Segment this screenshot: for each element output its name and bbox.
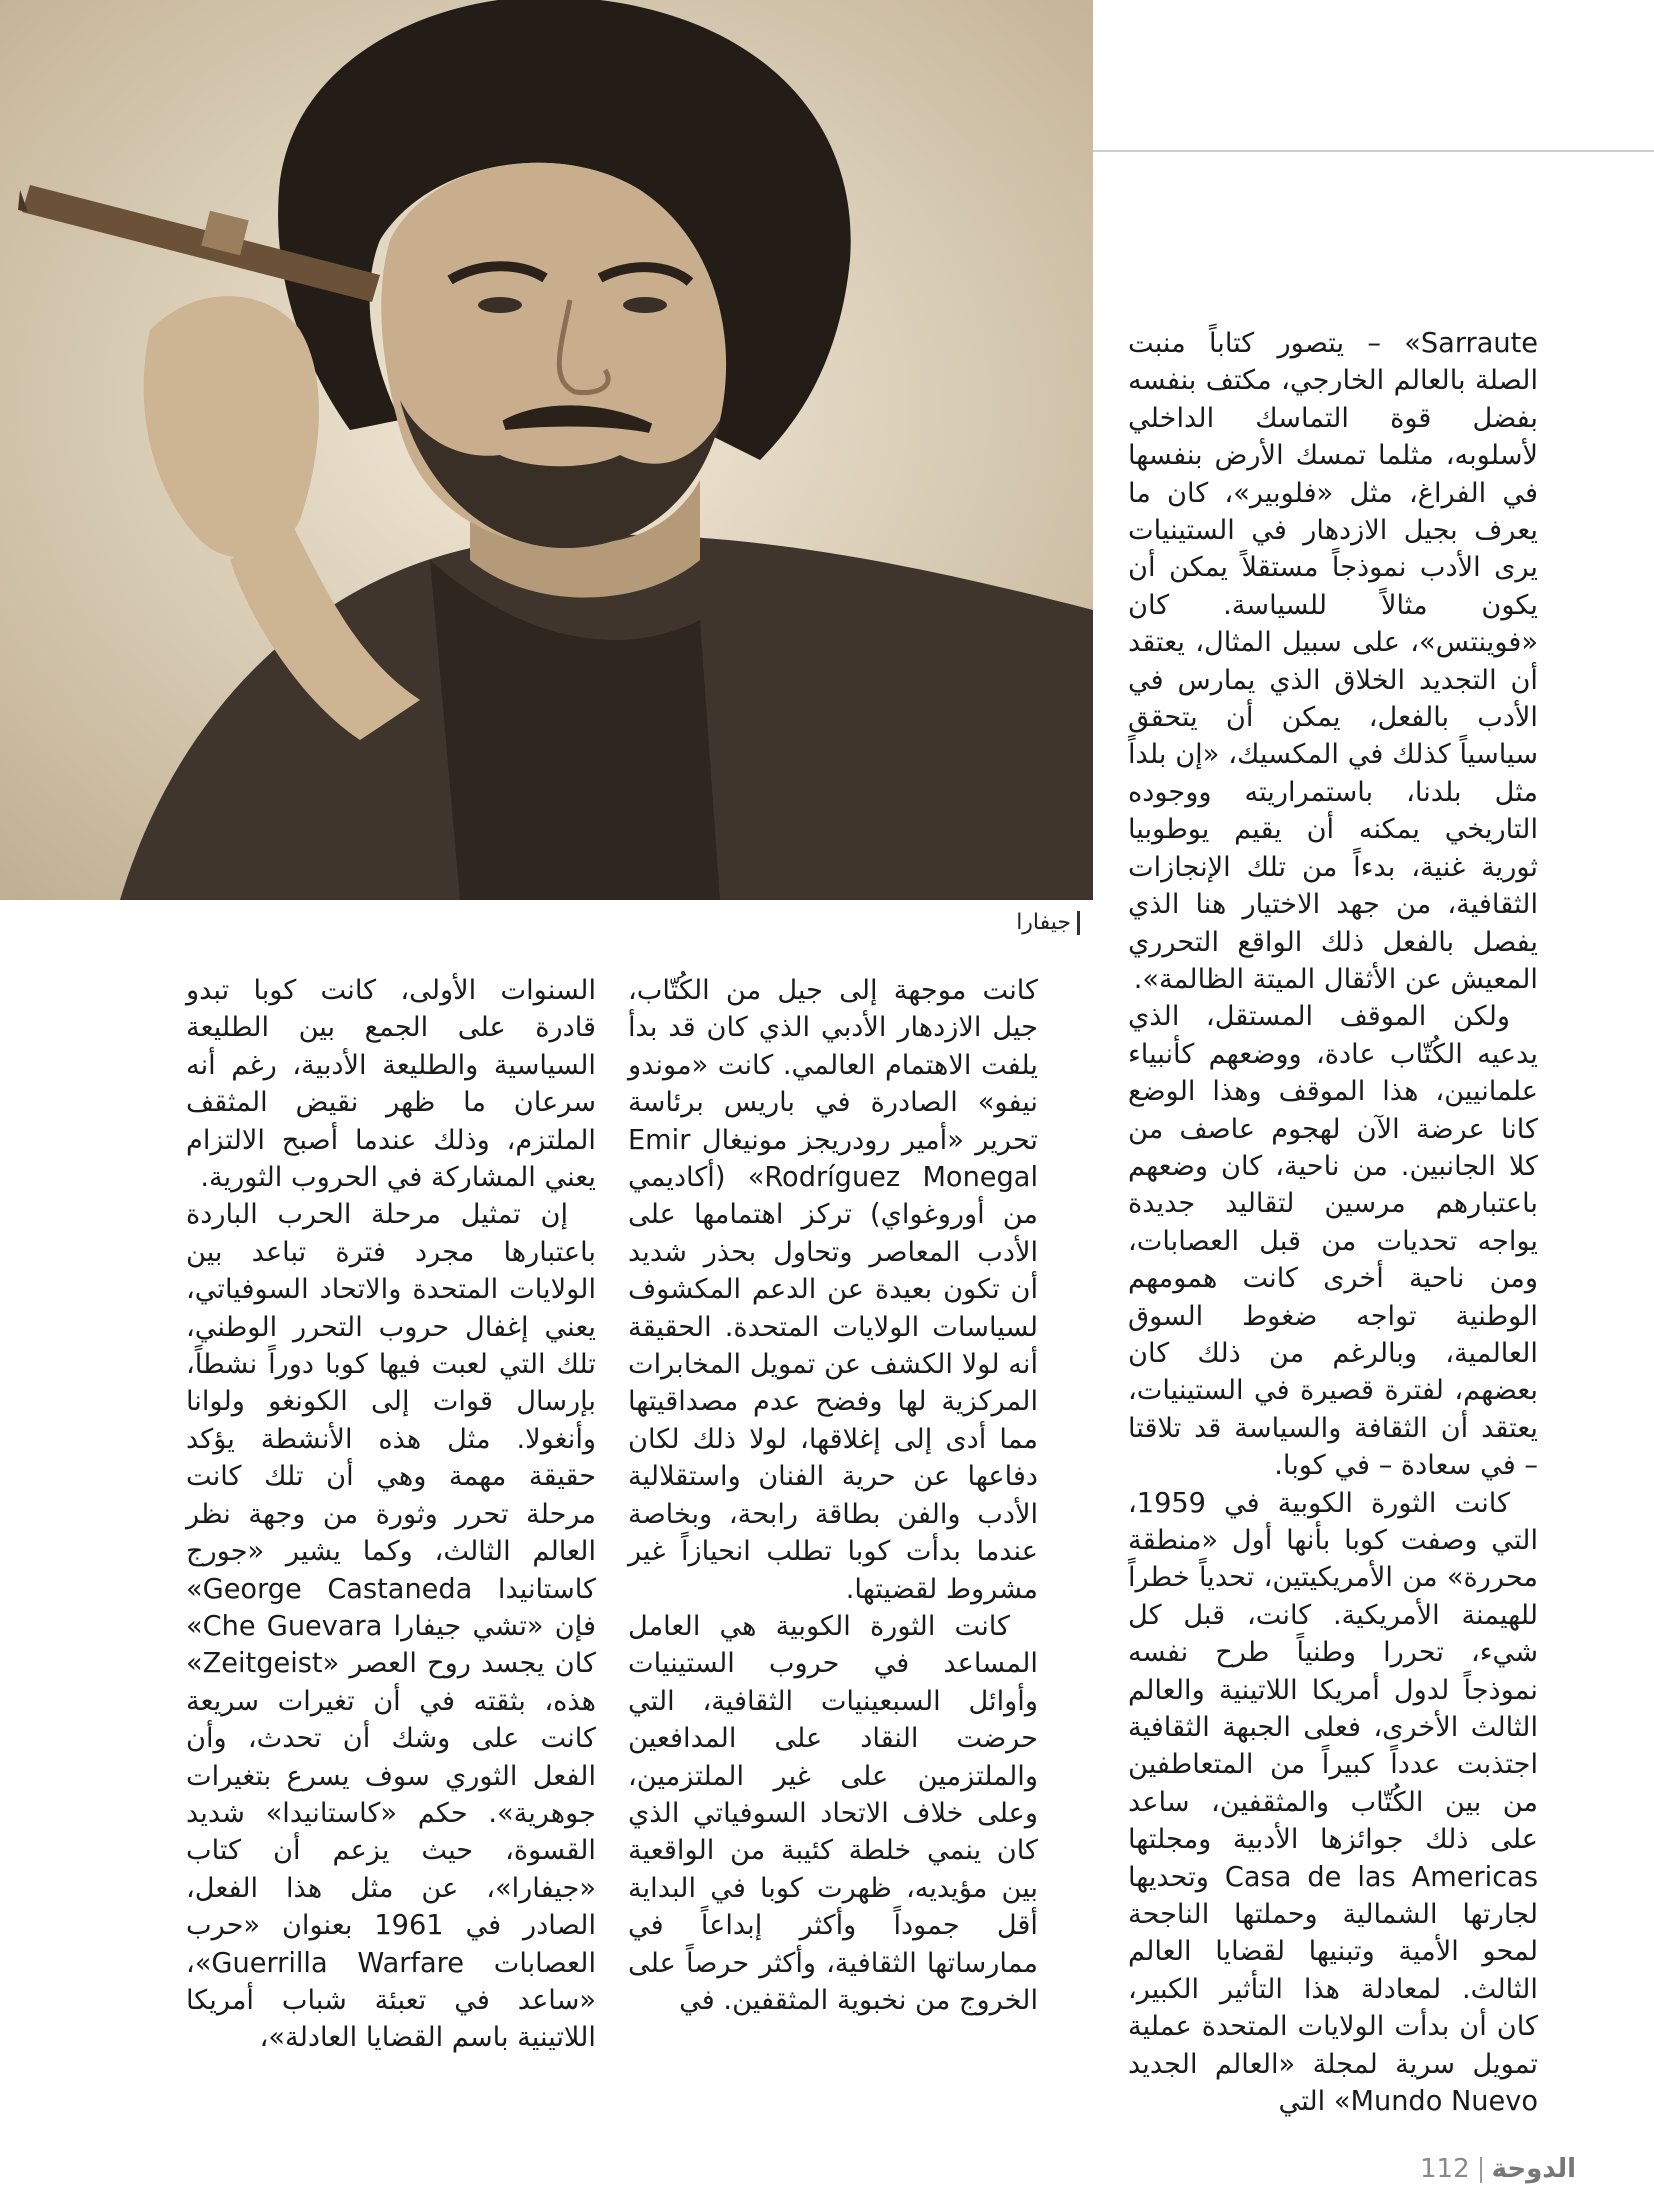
che-guevara-photo (0, 0, 1093, 900)
paragraph: كانت الثورة الكوبية في 1959، التي وصفت كوبا بأنها أول «منطقة محررة» من الأمريكيتين، تحدياً خطراً للهيمنة الأمريكية. كانت، قبل كل شيء، تحررا وطنياً طرح نفسه نموذجاً لدول أمريكا اللاتينية والعالم الثالث الأخرى، فعلى الجبهة الثقافية اجتذبت عدداً كبيراً من المتعاطفين من بين الكُتّاب والمثقفين، ساعد على ذلك جوائزها الأدبية ومجلتها Casa de las Americas وتحديها لجارتها الشمالية وحملتها الناجحة لمحو الأمية وتبنيها لقضايا العالم الثالث. لمعادلة هذا التأثير الكبير، كان أن بدأت الولايات المتحدة عملية تمويل سرية لمجلة «العالم الجديد Mundo Nuevo» التي (1128, 1487, 1538, 2118)
portrait-illustration (0, 0, 1093, 900)
paragraph: كانت موجهة إلى جيل من الكُتّاب، جيل الازدهار الأدبي الذي كان قد بدأ يلفت الاهتمام العالمي. كانت «موندو نيفو» الصادرة في باريس برئاسة تحرير «أمير رودريجز مونيغال Emir Rodríguez Monegal» (أكاديمي من أوروغواي) تركز اهتمامها على الأدب المعاصر وتحاول بحذر شديد أن تكون بعيدة عن الدعم المكشوف لسياسات الولايات المتحدة. الحقيقة أنه لولا الكشف عن تمويل المخابرات المركزية لها وفضح عدم مصداقيتها مما أدى إلى إغلاقها، لولا ذلك لكان دفاعها عن حرية الفنان واستقلالية الأدب والفن بطاقة رابحة، وبخاصة عندما بدأت كوبا تطلب انحيازاً غير مشروط لقضيتها. (628, 975, 1038, 1605)
text-column-left (186, 972, 596, 2057)
header-divider (1093, 150, 1654, 152)
photo-caption (1000, 910, 1080, 935)
text-column-middle (628, 972, 1038, 2019)
paragraph: كانت الثورة الكوبية هي العامل المساعد في حروب الستينيات وأوائل السبعينيات الثقافية، التي حرضت النقاد على المدافعين والملتزمين على غير الملتزمين، وعلى خلاف الاتحاد السوفياتي الذي كان ينمي خلطة كئيبة من الواقعية بين مؤيديه، ظهرت كوبا في البداية أقل جموداً وأكثر إبداعاً في ممارساتها الثقافية، وأكثر حرصاً على الخروج من نخبوية المثقفين. في (628, 1610, 1038, 2016)
text-column-right (1128, 325, 1538, 2121)
caption-bar (1077, 911, 1080, 935)
paragraph: السنوات الأولى، كانت كوبا تبدو قادرة على الجمع بين الطليعة السياسية والطليعة الأدبية، رغم أنه سرعان ما ظهر نقيض المثقف الملتزم، وذلك عندما أصبح الالتزام يعني المشاركة في الحروب الثورية. (186, 975, 596, 1194)
caption-text: جيفارا (1016, 910, 1071, 935)
footer-separator (1480, 2157, 1482, 2183)
page-number: 112 (1420, 2154, 1470, 2184)
magazine-name: الدوحة (1491, 2154, 1577, 2184)
paragraph: إن تمثيل مرحلة الحرب الباردة باعتبارها مجرد فترة تباعد بين الولايات المتحدة والاتحاد السوفياتي، يعني إغفال حروب التحرر الوطني، تلك التي لعبت فيها كوبا دوراً نشطاً، بإرسال قوات إلى الكونغو ولوانا وأنغولا. مثل هذه الأنشطة يؤكد حقيقة مهمة وهي أن تلك كانت مرحلة تحرر وثورة من وجهة نظر العالم الثالث، وكما يشير «جورج كاستانيدا George Castaneda» فإن «تشي جيفارا Che Guevara» كان يجسد روح العصر «Zeitgeist» هذه، بثقته في أن تغيرات سريعة كانت على وشك أن تحدث، وأن الفعل الثوري سوف يسرع بتغيرات جوهرية». حكم «كاستانيدا» شديد القسوة، حيث يزعم أن كتاب «جيفارا»، عن مثل هذا الفعل، الصادر في 1961 بعنوان «حرب العصابات Guerrilla Warfare»، «ساعد في تعبئة شباب أمريكا اللاتينية باسم القضايا العادلة»، (186, 1199, 597, 2054)
page-footer (1420, 2154, 1576, 2184)
paragraph: Sarraute» – يتصور كتاباً منبت الصلة بالعالم الخارجي، مكتف بنفسه بفضل قوة التماسك الداخلي لأسلوبه، مثلما تمسك الأرض بنفسها في الفراغ، مثل «فلوبير»، كان ما يعرف بجيل الازدهار في الستينيات يرى الأدب نموذجاً مستقلاً يمكن أن يكون مثالاً للسياسة. كان «فوينتس»، على سبيل المثال، يعتقد أن التجديد الخلاق الذي يمارس في الأدب بالفعل، يمكن أن يتحقق سياسياً كذلك في المكسيك، «إن بلداً مثل بلدنا، باستمراريته ووجوده التاريخي يمكنه أن يقيم يوطوبيا ثورية غنية، بدءاً من تلك الإنجازات الثقافية، من جهد الاختيار هنا الذي يفصل بالفعل ذلك الواقع التحرري المعيش عن الأثقال الميتة الظالمة». (1128, 328, 1538, 995)
paragraph: ولكن الموقف المستقل، الذي يدعيه الكُتّاب عادة، ووضعهم كأنبياء علمانيين، هذا الموقف وهذا الوضع كانا عرضة الآن لهجوم عاصف من كلا الجانبين. من ناحية، كان وضعهم باعتبارهم مرسين لتقاليد جديدة يواجه تحديات من قبل العصابات، ومن ناحية أخرى كانت همومهم الوطنية تواجه ضغوط السوق العالمية، وبالرغم من ذلك كان بعضهم، لفترة قصيرة في الستينيات، يعتقد أن الثقافة والسياسة قد تلاقتا – في سعادة – في كوبا. (1128, 1001, 1538, 1482)
